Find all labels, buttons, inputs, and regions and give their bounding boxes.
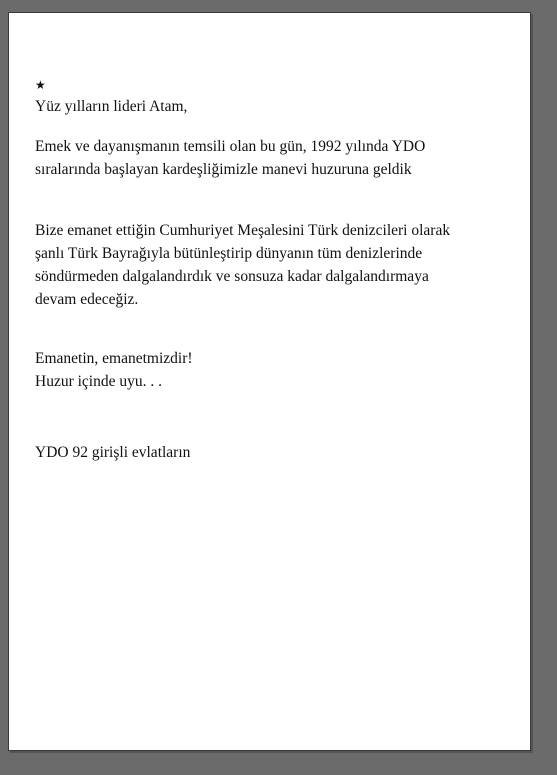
signature <box>35 441 515 464</box>
paragraph-2-line: şanlı Türk Bayrağıyla bütünleştirip dünyanın tüm denizlerinde <box>35 245 423 262</box>
closing <box>35 347 515 393</box>
paragraph-2-line: söndürmeden dalgalandırdık ve sonsuza kadar dalgalandırmaya <box>35 268 429 285</box>
document-page <box>8 12 531 751</box>
closing-line-1: Emanetin, emanetmizdir! <box>35 350 193 367</box>
greeting-text: Yüz yılların lideri Atam, <box>35 98 188 115</box>
closing-line-2: Huzur içinde uyu. . . <box>35 373 162 390</box>
paragraph-2 <box>35 219 515 311</box>
star-icon: ★ <box>35 78 46 92</box>
signature-text: YDO 92 girişli evlatların <box>35 444 191 461</box>
paragraph-1-line: Emek ve dayanışmanın temsili olan bu gün, 1992 yılında YDO <box>35 138 426 155</box>
paragraph-1-line: sıralarında başlayan kardeşliğimizle manevi huzuruna geldik <box>35 161 412 178</box>
letter-body <box>35 79 515 464</box>
paragraph-2-line: devam edeceğiz. <box>35 291 139 308</box>
paragraph-2-line: Bize emanet ettiğin Cumhuriyet Meşalesini Türk denizcileri olarak <box>35 222 451 239</box>
greeting <box>35 95 515 118</box>
paragraph-1 <box>35 135 515 181</box>
